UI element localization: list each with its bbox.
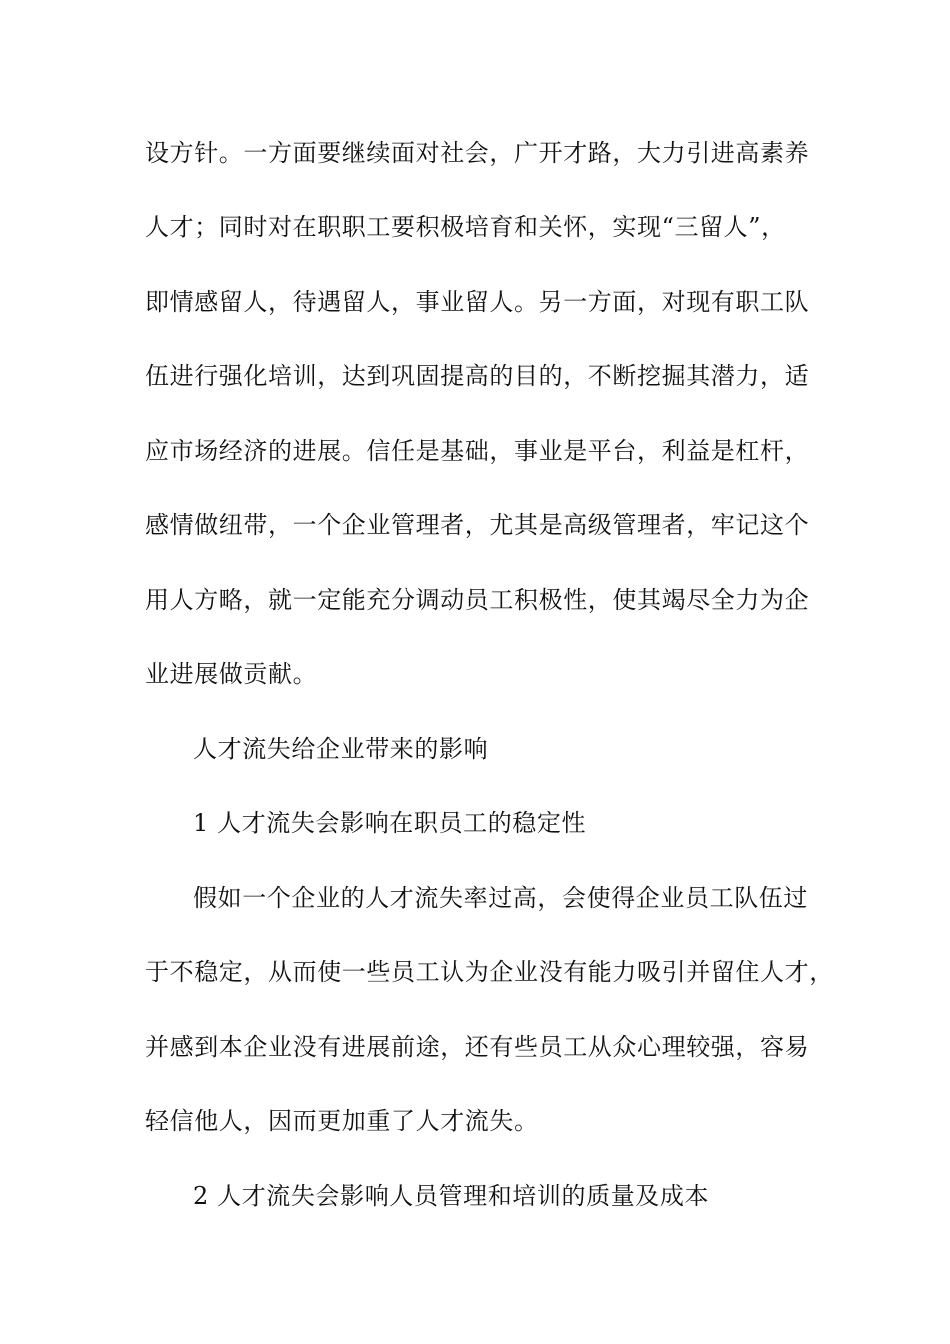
paragraph-line: 伍进行强化培训，达到巩固提高的目的，不断挖掘其潜力，适 [145,362,810,390]
subsection-heading: 1 人才流失会影响在职员工的稳定性 [193,809,587,837]
paragraph-line: 轻信他人，因而更加重了人才流失。 [145,1107,539,1135]
paragraph-line: 业进展做贡献。 [145,660,318,688]
paragraph-line: 感情做纽带，一个企业管理者，尤其是高级管理者，牢记这个 [145,511,810,539]
paragraph-line: 即情感留人，待遇留人，事业留人。另一方面，对现有职工队 [145,288,810,316]
paragraph-line: 人才；同时对在职职工要积极培育和关怀，实现“三留人”， [145,213,786,241]
paragraph-line: 并感到本企业没有进展前途，还有些员工从众心理较强，容易 [145,1033,810,1061]
paragraph-line: 设方针。一方面要继续面对社会，广开才路，大力引进高素养 [145,139,810,167]
paragraph-line: 于不稳定，从而使一些员工认为企业没有能力吸引并留住人才， [145,958,834,986]
subsection-heading: 2 人才流失会影响人员管理和培训的质量及成本 [193,1182,710,1210]
section-heading: 人才流失给企业带来的影响 [193,735,489,763]
paragraph-line: 假如一个企业的人才流失率过高，会使得企业员工队伍过 [193,884,808,912]
paragraph-line: 应市场经济的进展。信任是基础，事业是平台，利益是杠杆， [145,437,810,465]
paragraph-line: 用人方略，就一定能充分调动员工积极性，使其竭尽全力为企 [145,586,810,614]
